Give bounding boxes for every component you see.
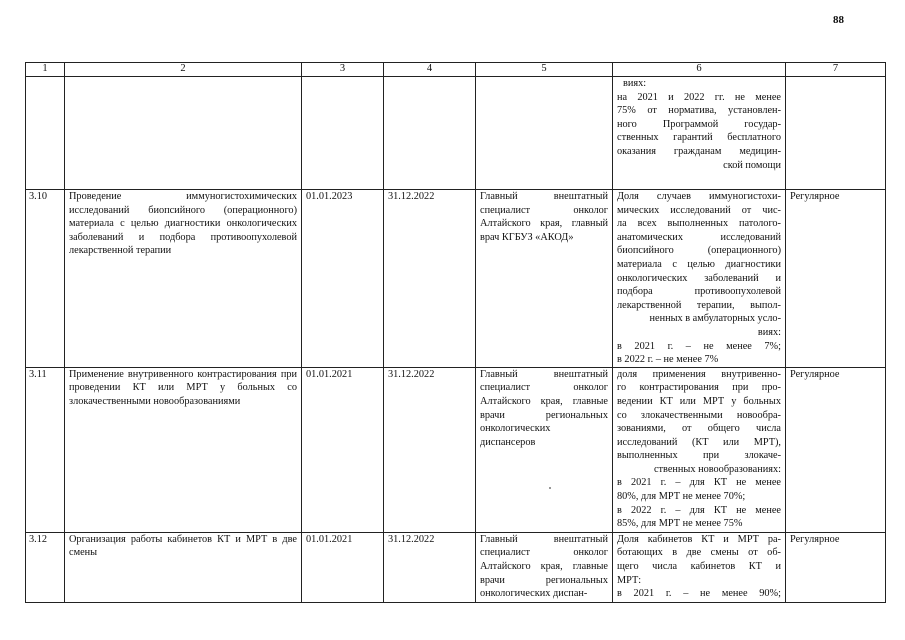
indicator-line: 80%, для МРТ не менее 70%;	[617, 491, 746, 503]
indicator-line: ненных в амбулаторных усло-	[649, 313, 781, 325]
indicator-line: ской помощи	[723, 159, 781, 171]
continuation-indicator-cell	[613, 77, 786, 190]
page-number: 88	[833, 14, 844, 26]
indicator-line: виях:	[757, 326, 781, 338]
indicator-line: в 2022 г. – не менее 7%	[617, 354, 719, 366]
indicator-line: в 2021 г. – не менее 90%;	[617, 588, 781, 600]
indicator-line: ного Программой государ-	[617, 118, 781, 130]
table-row	[26, 190, 886, 368]
indicator-line: доля применения внутривенно-	[617, 368, 781, 380]
responsible-cell: Главный внештатный специалист онколог Алтайского края, главный врач КГБУЗ «АКОД»	[476, 190, 613, 368]
indicator-line: онкологических заболеваний и	[617, 272, 781, 284]
column-header-4: 4	[384, 63, 476, 77]
cell-empty	[302, 77, 384, 190]
indicator-line: на 2021 и 2022 гг. не менее	[617, 91, 781, 103]
indicator-line: в 2021 г. – для КТ не менее	[617, 477, 781, 489]
indicator-line: Доля кабинетов КТ и МРТ ра-	[617, 533, 781, 545]
indicator-line: ботающих в две смены от об-	[617, 547, 781, 559]
column-header-2: 2	[65, 63, 302, 77]
row-number: 3.10	[26, 190, 65, 368]
indicator-line: биопсийного (операционного)	[617, 245, 781, 257]
indicator-line: исследований (КТ или МРТ),	[617, 436, 781, 448]
indicator-line: щего числа кабинетов КТ и	[617, 560, 781, 572]
indicator-cell	[613, 190, 786, 368]
row-number: 3.12	[26, 532, 65, 602]
indicator-line: мических исследований от чис-	[617, 204, 781, 216]
indicator-line: виях:	[623, 78, 647, 89]
cell-empty	[476, 77, 613, 190]
start-date: 01.01.2021	[302, 532, 384, 602]
indicator-line: ла всех выполненных патолого-	[617, 218, 781, 230]
table-row	[26, 367, 886, 532]
responsible-text: Главный внештатный специалист онколог Алтайского края, главные врачи региональных онкологических диспан-	[480, 533, 608, 600]
activity-cell: Применение внутривенного контрастирования при проведении КТ или МРТ у больных со злокачественными новообразованиями	[65, 367, 302, 532]
end-date: 31.12.2022	[384, 367, 476, 532]
column-header-5: 5	[476, 63, 613, 77]
indicator-line: анатомических исследований	[617, 231, 781, 243]
indicator-line: 75% от норматива, установлен-	[617, 105, 781, 117]
activity-cell: Организация работы кабинетов КТ и МРТ в две смены	[65, 532, 302, 602]
column-header-6: 6	[613, 63, 786, 77]
indicator-cell	[613, 532, 786, 602]
table-row	[26, 532, 886, 602]
column-header-1: 1	[26, 63, 65, 77]
column-header-3: 3	[302, 63, 384, 77]
indicator-line: со злокачественными новообра-	[617, 409, 781, 421]
indicator-line: ственных гарантий бесплатного	[617, 132, 781, 144]
document-table	[25, 62, 886, 603]
cell-empty	[26, 77, 65, 190]
indicator-line: подбора противоопухолевой	[617, 286, 781, 298]
frequency-cell: Регулярное	[786, 190, 886, 368]
indicator-line: ведении КТ или МРТ у больных	[617, 395, 781, 407]
indicator-line: оказания гражданам медицин-	[617, 145, 781, 157]
indicator-line: в 2022 г. – для КТ не менее	[617, 504, 781, 516]
continuation-row	[26, 77, 886, 190]
cell-empty	[384, 77, 476, 190]
scan-speck	[549, 487, 551, 489]
column-number-header-row	[26, 63, 886, 77]
indicator-line: зованиями, от общего числа	[617, 423, 781, 435]
indicator-cell	[613, 367, 786, 532]
indicator-line: Доля случаев иммуногистохи-	[617, 191, 781, 202]
indicator-line: в 2021 г. – не менее 7%;	[617, 340, 781, 352]
indicator-line: МРТ:	[617, 574, 642, 586]
indicator-line: го контрастирования при про-	[617, 382, 781, 394]
responsible-cell: Главный внештатный специалист онколог Алтайского края, главные врачи региональных онкологических диспансеров	[476, 367, 613, 532]
frequency-cell: Регулярное	[786, 367, 886, 532]
responsible-cell	[476, 532, 613, 602]
end-date: 31.12.2022	[384, 190, 476, 368]
end-date: 31.12.2022	[384, 532, 476, 602]
indicator-line: 85%, для МРТ не менее 75%	[617, 518, 743, 530]
row-number: 3.11	[26, 367, 65, 532]
column-header-7: 7	[786, 63, 886, 77]
indicator-line: выполненных при злокаче-	[617, 450, 781, 462]
cell-empty	[65, 77, 302, 190]
activity-cell: Проведение иммуногистохимических исследований биопсийного (операционного) материала с целью диагностики онкологических заболеваний и подбора противоопухолевой лекарственной терапии	[65, 190, 302, 368]
start-date: 01.01.2021	[302, 367, 384, 532]
indicator-line: лекарственной терапии, выпол-	[617, 299, 781, 311]
indicator-line: материала с целью диагностики	[617, 258, 781, 270]
indicator-line: ственных новообразованиях:	[653, 463, 781, 475]
cell-empty	[786, 77, 886, 190]
frequency-cell: Регулярное	[786, 532, 886, 602]
start-date: 01.01.2023	[302, 190, 384, 368]
